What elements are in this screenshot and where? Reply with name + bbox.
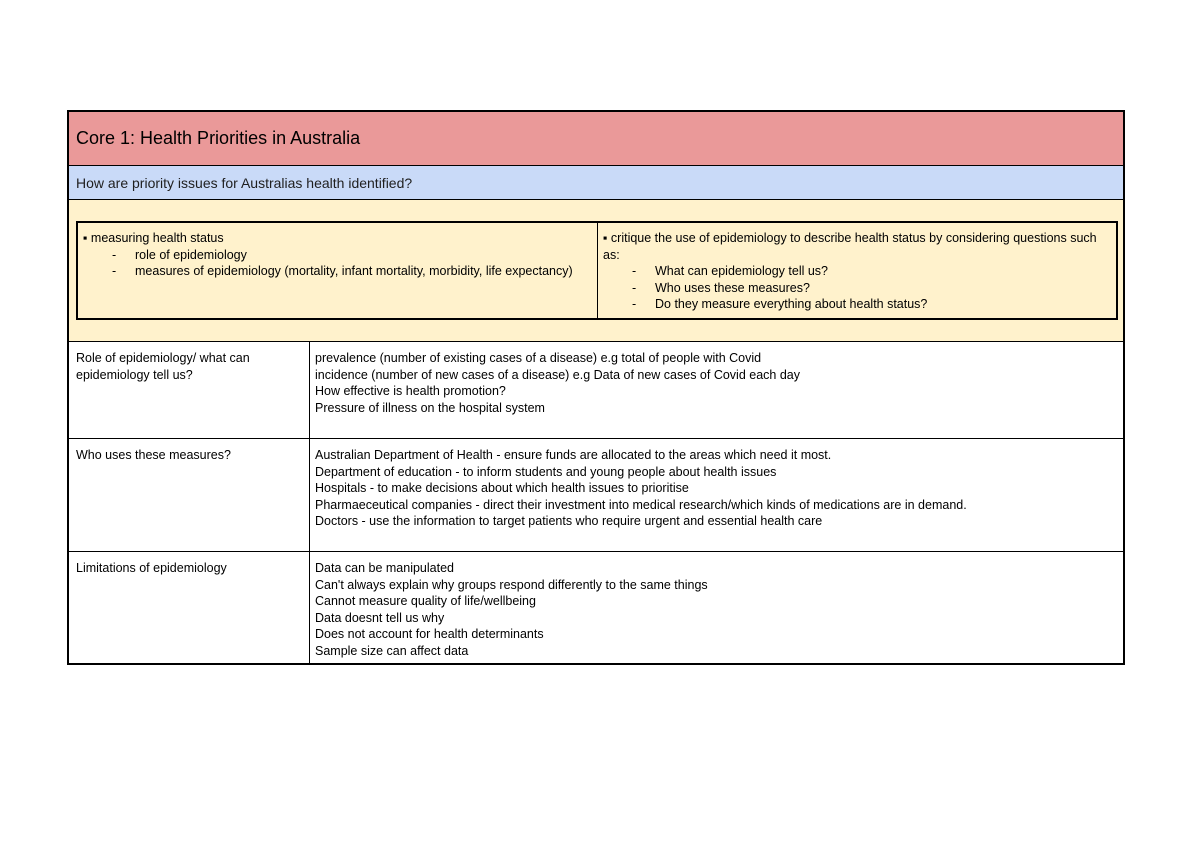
inquiry-question: How are priority issues for Australias health identified? bbox=[76, 174, 413, 191]
content-line: Pharmaeceutical companies - direct their investment into medical research/which kinds of medications are in demand. bbox=[315, 497, 967, 512]
list-item: - Who uses these measures? bbox=[623, 280, 1111, 297]
content-line: Cannot measure quality of life/wellbeing bbox=[315, 594, 536, 608]
row-label: Who uses these measures? bbox=[69, 439, 310, 551]
list-item: - Do they measure everything about health status? bbox=[623, 296, 1111, 313]
syllabus-box bbox=[76, 221, 1118, 320]
content-line: Doctors - use the information to target patients who require urgent and essential health care bbox=[315, 514, 823, 528]
syllabus-right-list bbox=[603, 263, 1111, 313]
syllabus-right-heading: ▪ critique the use of epidemiology to describe health status by considering questions such as: bbox=[603, 231, 1097, 262]
list-item: - role of epidemiology bbox=[103, 247, 592, 264]
content-line: Data doesnt tell us why bbox=[315, 610, 445, 625]
content-line: Australian Department of Health - ensure funds are allocated to the areas which need it most. bbox=[315, 448, 832, 462]
content-line: Can't always explain why groups respond differently to the same things bbox=[315, 577, 708, 592]
page-title: Core 1: Health Priorities in Australia bbox=[76, 128, 361, 148]
content-line: Hospitals - to make decisions about which health issues to prioritise bbox=[315, 481, 689, 495]
title-row bbox=[69, 112, 1123, 166]
content-line: How effective is health promotion? bbox=[315, 384, 506, 398]
summary-table bbox=[67, 110, 1125, 665]
content-line: incidence (number of new cases of a disease) e.g Data of new cases of Covid each day bbox=[315, 367, 800, 382]
content-line: Pressure of illness on the hospital system bbox=[315, 400, 545, 415]
syllabus-content-column bbox=[78, 223, 598, 318]
content-line: Does not account for health determinants bbox=[315, 627, 544, 641]
content-line: Data can be manipulated bbox=[315, 561, 454, 575]
row-content bbox=[310, 439, 1123, 551]
row-content bbox=[310, 342, 1123, 438]
row-content bbox=[310, 552, 1123, 663]
syllabus-row bbox=[69, 200, 1123, 342]
table-row bbox=[69, 342, 1123, 439]
inquiry-question-row bbox=[69, 166, 1123, 200]
syllabus-left-heading: ▪ measuring health status bbox=[83, 231, 224, 245]
table-row bbox=[69, 552, 1123, 663]
content-line: Sample size can affect data bbox=[315, 643, 469, 658]
syllabus-critique-column bbox=[598, 223, 1116, 318]
content-line: prevalence (number of existing cases of a disease) e.g total of people with Covid bbox=[315, 351, 762, 365]
table-row bbox=[69, 439, 1123, 552]
list-item: - measures of epidemiology (mortality, infant mortality, morbidity, life expectancy) bbox=[103, 263, 592, 280]
content-line: Department of education - to inform students and young people about health issues bbox=[315, 464, 777, 479]
row-label: Role of epidemiology/ what can epidemiology tell us? bbox=[69, 342, 310, 438]
syllabus-left-list bbox=[83, 247, 592, 280]
list-item: - What can epidemiology tell us? bbox=[623, 263, 1111, 280]
row-label: Limitations of epidemiology bbox=[69, 552, 310, 663]
